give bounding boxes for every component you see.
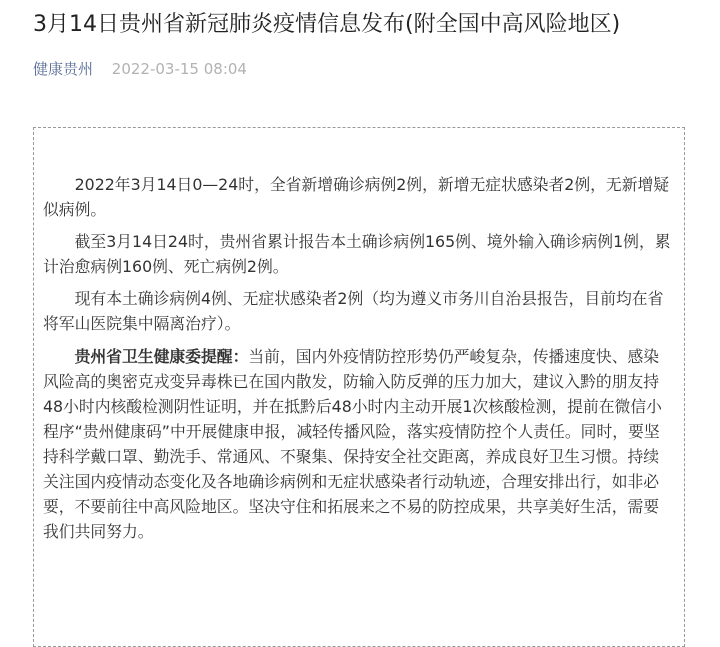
reminder-label: 贵州省卫生健康委提醒： [74,347,249,366]
paragraph-health-reminder [43,344,671,544]
paragraph-cumulative-cases: 截至3月14日24时，贵州省累计报告本土确诊病例165例、境外输入确诊病例1例，累计治愈病例160例、死亡病例2例。 [43,232,671,276]
article-content-box [33,127,685,647]
account-name-link[interactable]: 健康贵州 [33,60,94,78]
article-title: 3月14日贵州省新冠肺炎疫情信息发布(附全国中高风险地区) [33,12,621,37]
paragraph-current-cases: 现有本土确诊病例4例、无症状感染者2例（均为遵义市务川自治县报告，目前均在省将军山医院集中隔离治疗）。 [43,289,664,333]
reminder-text: 当前，国内外疫情防控形势仍严峻复杂，传播速度快、感染风险高的奥密克戎变异毒株已在国内散发，防输入防反弹的压力加大，建议入黔的朋友持48小时内核酸检测阴性证明，并在抵黔后48小时内主动开展1次核酸检测，提前在微信小程序“贵州健康码”中开展健康申报，减轻传播风险，落实疫情防控个人责任。同时，要坚持科学戴口罩、勤洗手、常通风、不聚集、保持安全社交距离，养成良好卫生习惯。持续关注国内疫情动态变化及各地确诊病例和无症状感染者行动轨迹，合理安排出行，如非必要，不要前往中高风险地区。坚决守住和拓展来之不易的防控成果，共享美好生活，需要我们共同努力。 [43,347,662,541]
publish-time: 2022-03-15 08:04 [111,60,247,78]
article-meta [33,59,247,79]
paragraph-new-cases: 2022年3月14日0—24时，全省新增确诊病例2例，新增无症状感染者2例，无新增疑似病例。 [43,175,670,219]
